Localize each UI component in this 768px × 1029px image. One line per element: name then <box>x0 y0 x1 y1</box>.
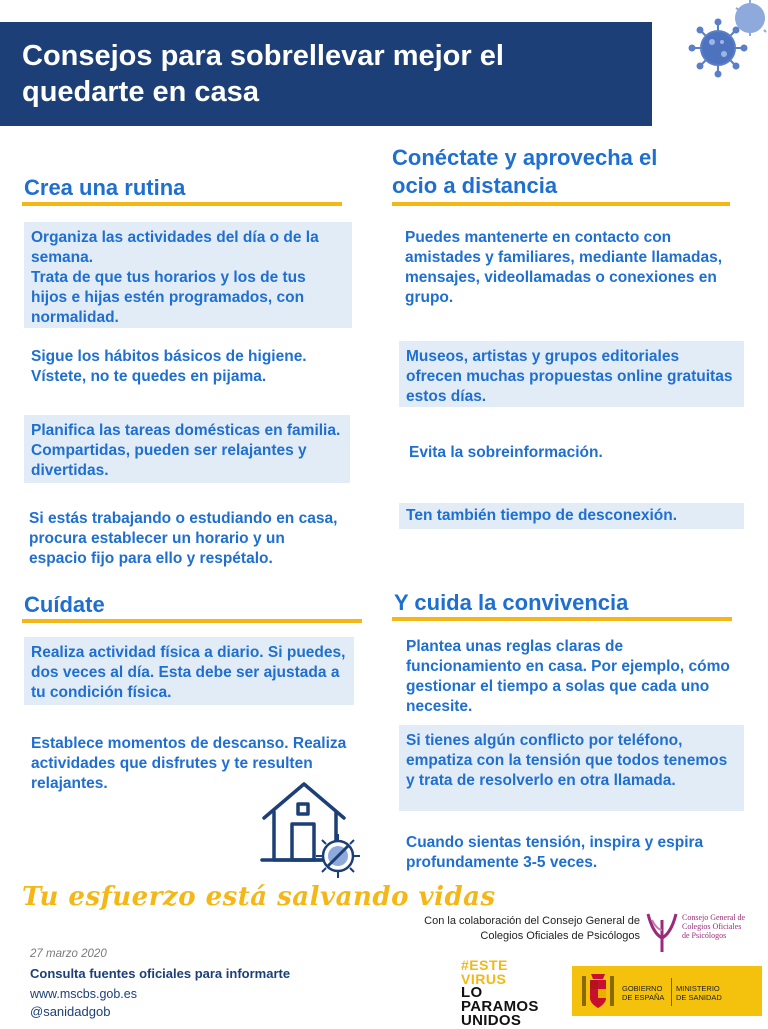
tip-card <box>399 827 739 879</box>
section-title-ocio <box>392 144 657 200</box>
collab-line: Con la colaboración del Consejo General de <box>424 915 640 927</box>
section-underline <box>22 202 342 206</box>
tip-card <box>402 437 742 469</box>
cop-line: Colegios Oficiales <box>682 922 742 931</box>
tip-text: Evita la sobreinformación. <box>409 444 603 461</box>
slogan: Tu esfuerzo está salvando vidas <box>22 882 496 912</box>
gov-line: GOBIERNO <box>622 984 663 993</box>
collab-line: Colegios Oficiales de Psicólogos <box>480 930 640 942</box>
campaign-line: #ESTE <box>461 957 508 973</box>
tip-card <box>398 222 740 314</box>
tip-text: Sigue los hábitos básicos de higiene. Vístete, no te quedes en pijama. <box>31 348 307 385</box>
tip-card <box>24 341 352 393</box>
ministry-label <box>676 984 722 1002</box>
page-title-line2: quedarte en casa <box>22 76 259 108</box>
publication-date: 27 marzo 2020 <box>30 948 107 960</box>
virus-badge-icon <box>312 830 364 882</box>
tip-card <box>24 637 354 705</box>
twitter-handle[interactable]: @sanidadgob <box>30 1004 111 1019</box>
tip-text: Si tienes algún conflicto por teléfono, empatiza con la tensión que todos tenemos y trata de resolverlo en otra llamada. <box>406 732 728 789</box>
government-label <box>622 984 664 1002</box>
section-title-cuidate: Cuídate <box>24 592 105 617</box>
tip-text: Organiza las actividades del día o de la semana. <box>31 229 319 266</box>
campaign-logo <box>461 958 539 1028</box>
tip-card <box>399 341 744 407</box>
ministry-line: MINISTERIO <box>676 984 720 993</box>
section-title-convivencia: Y cuida la convivencia <box>394 590 629 615</box>
tip-text: Realiza actividad física a diario. Si puedes, dos veces al día. Esta debe ser ajustada a tu condición física. <box>31 644 346 701</box>
tip-text: Establece momentos de descanso. Realiza actividades que disfrutes y te resulten relajantes. <box>31 735 347 792</box>
gov-divider <box>671 978 672 1006</box>
page-title-line1: Consejos para sobrellevar mejor el <box>22 40 504 72</box>
tip-text: Ten también tiempo de desconexión. <box>406 507 678 524</box>
page-title <box>22 38 632 110</box>
tip-text: Plantea unas reglas claras de funcionamiento en casa. Por ejemplo, cómo gestionar el tiempo a solas que cada uno necesite. <box>406 638 730 715</box>
gov-line: DE ESPAÑA <box>622 993 665 1002</box>
tip-card <box>24 222 352 328</box>
tip-card <box>399 725 744 811</box>
campaign-line: LO <box>461 984 483 1001</box>
psychologist-logo-icon <box>644 910 680 954</box>
tip-text: Si estás trabajando o estudiando en casa, procura establecer un horario y un espacio fijo para ello y respétalo. <box>29 510 338 567</box>
tip-text: Museos, artistas y grupos editoriales ofrecen muchas propuestas online gratuitas estos días. <box>406 348 733 405</box>
tip-text: Trata de que tus horarios y los de tus hijos e hijas estén programados, con normalidad. <box>31 269 306 326</box>
website-link[interactable]: www.mscbs.gob.es <box>30 987 137 1001</box>
ministry-line: DE SANIDAD <box>676 993 722 1002</box>
tip-card <box>22 503 352 575</box>
spain-crest-icon <box>578 970 618 1012</box>
psychologist-logo-text <box>682 913 745 940</box>
section-underline <box>392 202 730 206</box>
section-title-line: Conéctate y aprovecha el <box>392 145 658 170</box>
tip-card <box>24 415 350 483</box>
tip-card <box>399 631 739 723</box>
cop-line: Consejo General de <box>682 913 746 922</box>
tip-text: Planifica las tareas domésticas en familia. Compartidas, pueden ser relajantes y divertidas. <box>31 422 341 479</box>
section-title-line: ocio a distancia <box>392 173 558 198</box>
consult-sources-text: Consulta fuentes oficiales para informarte <box>30 966 291 981</box>
section-underline <box>392 617 732 621</box>
tip-text: Cuando sientas tensión, inspira y espira profundamente 3-5 veces. <box>406 834 704 871</box>
tip-card <box>399 503 744 529</box>
campaign-line: VIRUS <box>461 971 507 987</box>
section-title-rutina: Crea una rutina <box>24 175 186 200</box>
virus-icon <box>688 0 768 92</box>
campaign-line: PARAMOS <box>461 998 539 1015</box>
cop-line: de Psicólogos <box>682 931 727 940</box>
section-underline <box>22 619 362 623</box>
campaign-line: UNIDOS <box>461 1012 522 1029</box>
tip-text: Puedes mantenerte en contacto con amistades y familiares, mediante llamadas, mensajes, videollamadas o conexiones en grupo. <box>405 229 723 306</box>
collaboration-note <box>410 914 640 944</box>
